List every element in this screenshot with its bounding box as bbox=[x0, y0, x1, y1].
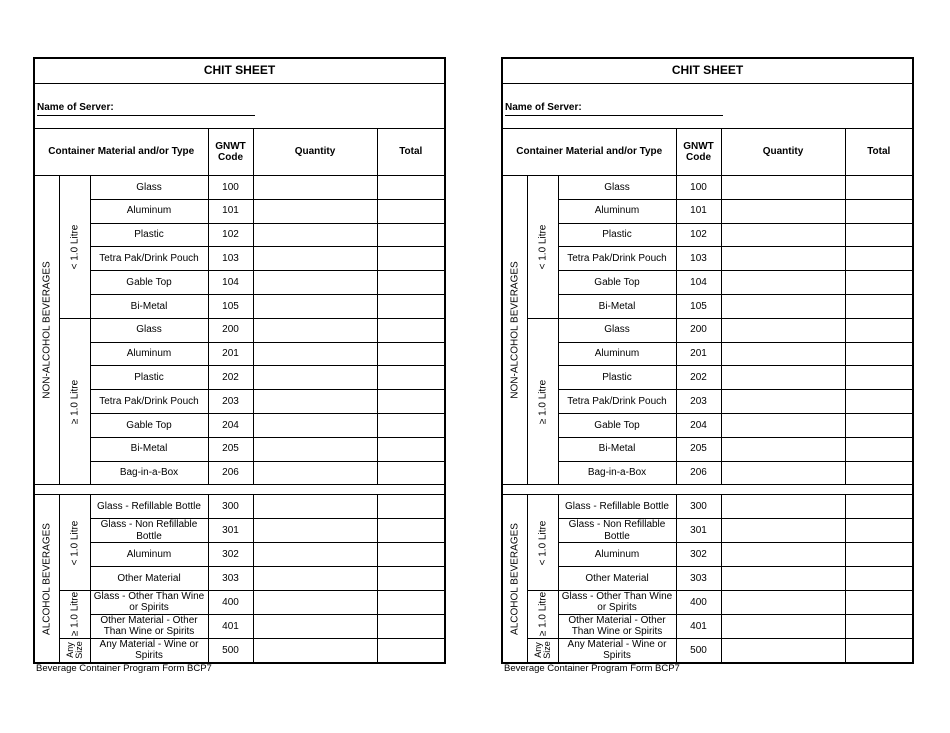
code-cell: 500 bbox=[208, 638, 253, 663]
server-name-area bbox=[34, 84, 445, 129]
subgroup-under-1l bbox=[527, 495, 558, 590]
table-row bbox=[502, 199, 913, 223]
quantity-cell[interactable] bbox=[253, 543, 377, 567]
group-alcohol-label: ALCOHOL BEVERAGES bbox=[509, 522, 520, 635]
code-cell: 401 bbox=[676, 614, 721, 638]
table-row bbox=[34, 271, 445, 295]
table-row bbox=[502, 247, 913, 271]
code-cell: 105 bbox=[208, 294, 253, 318]
subgroup-over-1l-label: ≥ 1.0 Litre bbox=[536, 592, 548, 637]
code-header: GNWT Code bbox=[676, 129, 721, 176]
quantity-cell[interactable] bbox=[721, 566, 845, 590]
code-header: GNWT Code bbox=[208, 129, 253, 176]
code-cell: 100 bbox=[676, 176, 721, 200]
section-gap bbox=[502, 485, 913, 495]
total-cell[interactable] bbox=[377, 271, 445, 295]
material-cell: Gable Top bbox=[558, 271, 676, 295]
material-cell: Glass - Other Than Wine or Spirits bbox=[90, 590, 208, 614]
subgroup-under-1l bbox=[59, 495, 90, 590]
code-cell: 101 bbox=[676, 199, 721, 223]
subgroup-under-1l-label: < 1.0 Litre bbox=[536, 520, 548, 565]
total-cell[interactable] bbox=[845, 247, 913, 271]
material-cell: Aluminum bbox=[90, 543, 208, 567]
container-header: Container Material and/or Type bbox=[34, 129, 208, 176]
material-cell: Glass - Refillable Bottle bbox=[90, 495, 208, 519]
code-cell: 200 bbox=[676, 318, 721, 342]
quantity-cell[interactable] bbox=[721, 413, 845, 437]
code-cell: 105 bbox=[676, 294, 721, 318]
code-cell: 204 bbox=[208, 413, 253, 437]
total-cell[interactable] bbox=[377, 638, 445, 663]
table-row bbox=[502, 366, 913, 390]
code-cell: 302 bbox=[208, 543, 253, 567]
subgroup-any-size-label: Any Size bbox=[64, 641, 84, 660]
code-cell: 300 bbox=[676, 495, 721, 519]
sheet-title: CHIT SHEET bbox=[34, 58, 445, 84]
code-cell: 103 bbox=[676, 247, 721, 271]
subgroup-under-1l-label: < 1.0 Litre bbox=[68, 520, 80, 565]
quantity-cell[interactable] bbox=[253, 590, 377, 614]
quantity-cell[interactable] bbox=[721, 223, 845, 247]
table-row bbox=[34, 223, 445, 247]
chit-table bbox=[33, 57, 446, 664]
total-cell[interactable] bbox=[377, 294, 445, 318]
code-cell: 201 bbox=[676, 342, 721, 366]
total-cell[interactable] bbox=[845, 566, 913, 590]
server-name-label: Name of Server: bbox=[505, 102, 582, 113]
code-cell: 301 bbox=[676, 519, 721, 543]
material-cell: Any Material - Wine or Spirits bbox=[558, 638, 676, 663]
subgroup-over-1l-label: ≥ 1.0 Litre bbox=[68, 592, 80, 637]
table-row bbox=[502, 294, 913, 318]
total-cell[interactable] bbox=[845, 495, 913, 519]
section-gap-cell bbox=[502, 485, 913, 495]
quantity-cell[interactable] bbox=[253, 461, 377, 485]
material-cell: Tetra Pak/Drink Pouch bbox=[90, 247, 208, 271]
server-name-field[interactable] bbox=[505, 115, 723, 116]
table-row bbox=[502, 495, 913, 519]
group-alcohol-label: ALCOHOL BEVERAGES bbox=[41, 522, 52, 635]
form-footer: Beverage Container Program Form BCP7 bbox=[504, 663, 680, 674]
code-cell: 500 bbox=[676, 638, 721, 663]
material-cell: Bag-in-a-Box bbox=[558, 461, 676, 485]
chit-sheet-left bbox=[33, 57, 444, 674]
total-cell[interactable] bbox=[845, 590, 913, 614]
quantity-cell[interactable] bbox=[721, 199, 845, 223]
material-cell: Any Material - Wine or Spirits bbox=[90, 638, 208, 663]
quantity-header: Quantity bbox=[253, 129, 377, 176]
code-cell: 101 bbox=[208, 199, 253, 223]
quantity-cell[interactable] bbox=[253, 176, 377, 200]
code-cell: 300 bbox=[208, 495, 253, 519]
subgroup-under-1l-label: < 1.0 Litre bbox=[68, 224, 80, 270]
material-cell: Gable Top bbox=[558, 413, 676, 437]
total-cell[interactable] bbox=[845, 543, 913, 567]
material-cell: Other Material bbox=[90, 566, 208, 590]
table-row bbox=[502, 223, 913, 247]
total-cell[interactable] bbox=[377, 390, 445, 414]
total-cell[interactable] bbox=[377, 199, 445, 223]
quantity-cell[interactable] bbox=[721, 342, 845, 366]
table-row bbox=[34, 390, 445, 414]
quantity-cell[interactable] bbox=[721, 390, 845, 414]
table-row bbox=[34, 437, 445, 461]
material-cell: Tetra Pak/Drink Pouch bbox=[558, 390, 676, 414]
quantity-cell[interactable] bbox=[721, 176, 845, 200]
table-row bbox=[34, 318, 445, 342]
code-cell: 303 bbox=[676, 566, 721, 590]
quantity-cell[interactable] bbox=[721, 638, 845, 663]
quantity-cell[interactable] bbox=[253, 413, 377, 437]
quantity-cell[interactable] bbox=[721, 519, 845, 543]
total-cell[interactable] bbox=[845, 437, 913, 461]
table-row bbox=[34, 614, 445, 638]
table-row bbox=[502, 413, 913, 437]
total-cell[interactable] bbox=[845, 223, 913, 247]
total-cell[interactable] bbox=[377, 247, 445, 271]
chit-sheet-right bbox=[501, 57, 912, 674]
material-cell: Aluminum bbox=[558, 199, 676, 223]
total-cell[interactable] bbox=[377, 543, 445, 567]
total-cell[interactable] bbox=[845, 176, 913, 200]
material-cell: Aluminum bbox=[90, 199, 208, 223]
material-cell: Glass bbox=[90, 176, 208, 200]
material-cell: Aluminum bbox=[90, 342, 208, 366]
table-row bbox=[502, 437, 913, 461]
table-row bbox=[34, 638, 445, 663]
material-cell: Other Material bbox=[558, 566, 676, 590]
group-non-alcohol bbox=[34, 176, 59, 485]
total-cell[interactable] bbox=[377, 176, 445, 200]
quantity-cell[interactable] bbox=[721, 366, 845, 390]
material-cell: Tetra Pak/Drink Pouch bbox=[558, 247, 676, 271]
total-cell[interactable] bbox=[845, 271, 913, 295]
code-cell: 200 bbox=[208, 318, 253, 342]
material-cell: Glass bbox=[558, 176, 676, 200]
table-row bbox=[502, 519, 913, 543]
total-cell[interactable] bbox=[845, 199, 913, 223]
subgroup-over-1l bbox=[527, 318, 558, 485]
form-footer: Beverage Container Program Form BCP7 bbox=[36, 663, 212, 674]
material-cell: Plastic bbox=[558, 223, 676, 247]
table-row bbox=[502, 543, 913, 567]
total-cell[interactable] bbox=[377, 318, 445, 342]
subgroup-any-size bbox=[59, 638, 90, 663]
material-cell: Aluminum bbox=[558, 342, 676, 366]
subgroup-any-size bbox=[527, 638, 558, 663]
quantity-cell[interactable] bbox=[253, 566, 377, 590]
total-cell[interactable] bbox=[845, 461, 913, 485]
quantity-cell[interactable] bbox=[721, 271, 845, 295]
table-row bbox=[34, 495, 445, 519]
code-cell: 206 bbox=[208, 461, 253, 485]
total-cell[interactable] bbox=[845, 294, 913, 318]
quantity-cell[interactable] bbox=[253, 366, 377, 390]
table-row bbox=[34, 294, 445, 318]
code-cell: 205 bbox=[208, 437, 253, 461]
quantity-cell[interactable] bbox=[253, 199, 377, 223]
code-cell: 100 bbox=[208, 176, 253, 200]
section-gap-cell bbox=[34, 485, 445, 495]
quantity-cell[interactable] bbox=[721, 437, 845, 461]
quantity-cell[interactable] bbox=[721, 318, 845, 342]
code-cell: 104 bbox=[208, 271, 253, 295]
quantity-cell[interactable] bbox=[253, 247, 377, 271]
code-cell: 301 bbox=[208, 519, 253, 543]
table-row bbox=[502, 638, 913, 663]
material-cell: Bi-Metal bbox=[558, 294, 676, 318]
material-cell: Glass bbox=[90, 318, 208, 342]
quantity-cell[interactable] bbox=[253, 271, 377, 295]
total-cell[interactable] bbox=[377, 366, 445, 390]
total-cell[interactable] bbox=[845, 390, 913, 414]
table-row bbox=[502, 342, 913, 366]
total-cell[interactable] bbox=[845, 413, 913, 437]
quantity-cell[interactable] bbox=[253, 495, 377, 519]
chit-table bbox=[501, 57, 914, 664]
code-cell: 203 bbox=[208, 390, 253, 414]
material-cell: Tetra Pak/Drink Pouch bbox=[90, 390, 208, 414]
quantity-cell[interactable] bbox=[721, 590, 845, 614]
table-row bbox=[502, 590, 913, 614]
quantity-cell[interactable] bbox=[253, 390, 377, 414]
total-cell[interactable] bbox=[377, 437, 445, 461]
code-cell: 203 bbox=[676, 390, 721, 414]
code-cell: 202 bbox=[208, 366, 253, 390]
total-cell[interactable] bbox=[377, 590, 445, 614]
quantity-cell[interactable] bbox=[721, 461, 845, 485]
quantity-cell[interactable] bbox=[721, 495, 845, 519]
server-name-area bbox=[502, 84, 913, 129]
subgroup-over-1l bbox=[527, 590, 558, 638]
table-row bbox=[502, 176, 913, 200]
code-cell: 202 bbox=[676, 366, 721, 390]
quantity-cell[interactable] bbox=[253, 294, 377, 318]
subgroup-under-1l bbox=[527, 176, 558, 319]
table-row bbox=[34, 413, 445, 437]
code-cell: 104 bbox=[676, 271, 721, 295]
quantity-cell[interactable] bbox=[721, 543, 845, 567]
table-row bbox=[34, 543, 445, 567]
total-cell[interactable] bbox=[377, 461, 445, 485]
subgroup-over-1l-label: ≥ 1.0 Litre bbox=[536, 379, 548, 424]
code-cell: 206 bbox=[676, 461, 721, 485]
table-row bbox=[34, 461, 445, 485]
material-cell: Bi-Metal bbox=[558, 437, 676, 461]
code-cell: 204 bbox=[676, 413, 721, 437]
code-cell: 102 bbox=[676, 223, 721, 247]
total-cell[interactable] bbox=[845, 638, 913, 663]
material-cell: Gable Top bbox=[90, 413, 208, 437]
total-cell[interactable] bbox=[845, 614, 913, 638]
material-cell: Glass - Non Refillable Bottle bbox=[558, 519, 676, 543]
group-alcohol bbox=[502, 495, 527, 663]
material-cell: Other Material - Other Than Wine or Spirits bbox=[90, 614, 208, 638]
quantity-header: Quantity bbox=[721, 129, 845, 176]
subgroup-any-size-label: Any Size bbox=[532, 641, 552, 660]
total-cell[interactable] bbox=[377, 223, 445, 247]
section-gap bbox=[34, 485, 445, 495]
group-non-alcohol bbox=[502, 176, 527, 485]
total-cell[interactable] bbox=[377, 519, 445, 543]
quantity-cell[interactable] bbox=[721, 614, 845, 638]
material-cell: Plastic bbox=[90, 366, 208, 390]
code-cell: 400 bbox=[676, 590, 721, 614]
group-non-alcohol-label: NON-ALCOHOL BEVERAGES bbox=[509, 261, 520, 399]
group-alcohol bbox=[34, 495, 59, 663]
total-cell[interactable] bbox=[377, 566, 445, 590]
table-row bbox=[502, 271, 913, 295]
total-header: Total bbox=[377, 129, 445, 176]
total-cell[interactable] bbox=[377, 413, 445, 437]
material-cell: Plastic bbox=[90, 223, 208, 247]
material-cell: Glass - Non Refillable Bottle bbox=[90, 519, 208, 543]
code-cell: 303 bbox=[208, 566, 253, 590]
table-row bbox=[502, 318, 913, 342]
subgroup-over-1l-label: ≥ 1.0 Litre bbox=[68, 379, 80, 424]
quantity-cell[interactable] bbox=[253, 437, 377, 461]
table-row bbox=[34, 247, 445, 271]
code-cell: 401 bbox=[208, 614, 253, 638]
subgroup-under-1l-label: < 1.0 Litre bbox=[536, 224, 548, 270]
quantity-cell[interactable] bbox=[253, 318, 377, 342]
code-cell: 103 bbox=[208, 247, 253, 271]
server-name-label: Name of Server: bbox=[37, 102, 114, 113]
total-header: Total bbox=[845, 129, 913, 176]
sheet-title: CHIT SHEET bbox=[502, 58, 913, 84]
quantity-cell[interactable] bbox=[253, 519, 377, 543]
total-cell[interactable] bbox=[377, 614, 445, 638]
subgroup-under-1l bbox=[59, 176, 90, 319]
subgroup-over-1l bbox=[59, 590, 90, 638]
material-cell: Bi-Metal bbox=[90, 294, 208, 318]
code-cell: 102 bbox=[208, 223, 253, 247]
table-row bbox=[502, 390, 913, 414]
total-cell[interactable] bbox=[377, 342, 445, 366]
quantity-cell[interactable] bbox=[253, 223, 377, 247]
table-row bbox=[34, 366, 445, 390]
material-cell: Glass bbox=[558, 318, 676, 342]
material-cell: Bag-in-a-Box bbox=[90, 461, 208, 485]
quantity-cell[interactable] bbox=[253, 614, 377, 638]
quantity-cell[interactable] bbox=[721, 294, 845, 318]
code-cell: 205 bbox=[676, 437, 721, 461]
table-row bbox=[34, 199, 445, 223]
quantity-cell[interactable] bbox=[721, 247, 845, 271]
total-cell[interactable] bbox=[845, 519, 913, 543]
table-row bbox=[502, 566, 913, 590]
container-header: Container Material and/or Type bbox=[502, 129, 676, 176]
material-cell: Aluminum bbox=[558, 543, 676, 567]
total-cell[interactable] bbox=[377, 495, 445, 519]
quantity-cell[interactable] bbox=[253, 342, 377, 366]
code-cell: 400 bbox=[208, 590, 253, 614]
material-cell: Gable Top bbox=[90, 271, 208, 295]
material-cell: Plastic bbox=[558, 366, 676, 390]
material-cell: Glass - Refillable Bottle bbox=[558, 495, 676, 519]
total-cell[interactable] bbox=[845, 318, 913, 342]
total-cell[interactable] bbox=[845, 366, 913, 390]
table-row bbox=[502, 461, 913, 485]
server-name-field[interactable] bbox=[37, 115, 255, 116]
subgroup-over-1l bbox=[59, 318, 90, 485]
code-cell: 201 bbox=[208, 342, 253, 366]
table-row bbox=[34, 566, 445, 590]
code-cell: 302 bbox=[676, 543, 721, 567]
table-row bbox=[34, 590, 445, 614]
material-cell: Other Material - Other Than Wine or Spirits bbox=[558, 614, 676, 638]
table-row bbox=[34, 519, 445, 543]
material-cell: Bi-Metal bbox=[90, 437, 208, 461]
group-non-alcohol-label: NON-ALCOHOL BEVERAGES bbox=[41, 261, 52, 399]
quantity-cell[interactable] bbox=[253, 638, 377, 663]
material-cell: Glass - Other Than Wine or Spirits bbox=[558, 590, 676, 614]
table-row bbox=[34, 176, 445, 200]
table-row bbox=[502, 614, 913, 638]
table-row bbox=[34, 342, 445, 366]
total-cell[interactable] bbox=[845, 342, 913, 366]
